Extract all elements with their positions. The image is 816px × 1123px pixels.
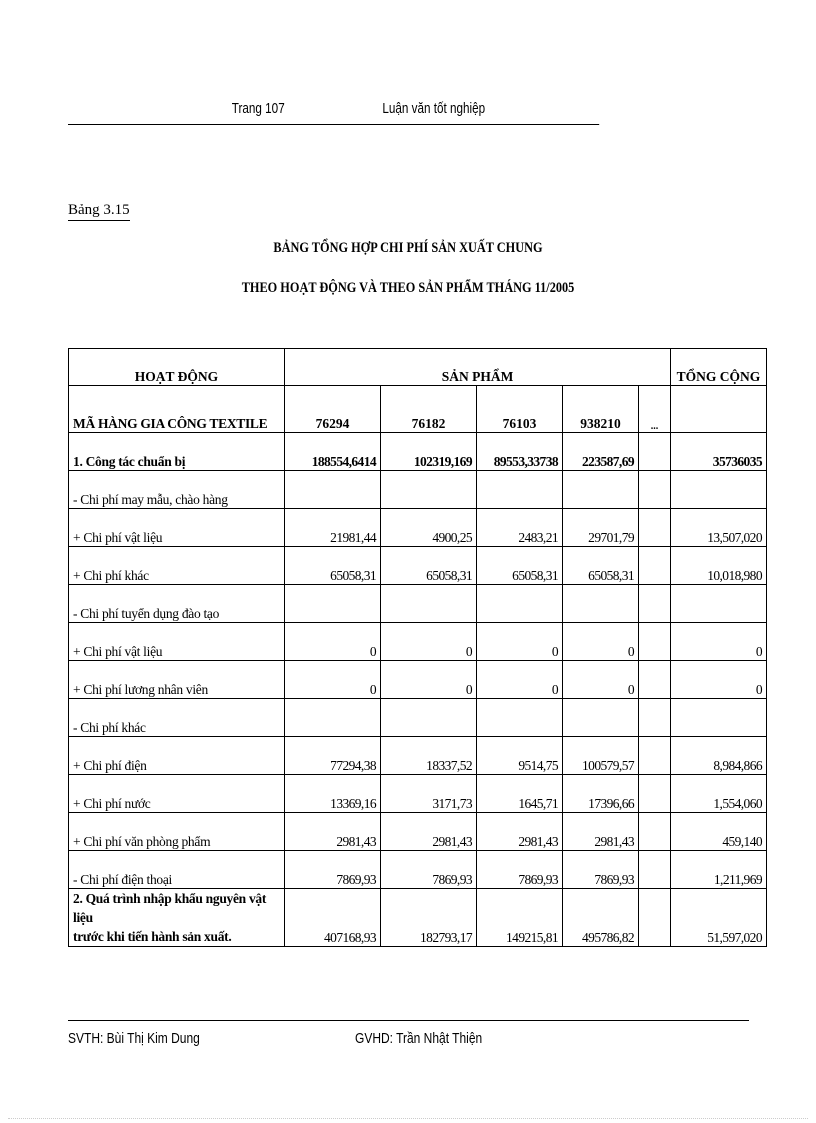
total-cell: 8,984,866	[671, 737, 767, 775]
value-cell	[563, 471, 639, 509]
product-code: 938210	[563, 386, 639, 433]
value-cell	[381, 471, 477, 509]
value-cell: 2981,43	[477, 813, 563, 851]
value-cell	[285, 699, 381, 737]
page-number: Trang 107	[231, 100, 285, 117]
value-cell: 0	[563, 661, 639, 699]
value-cell	[639, 623, 671, 661]
value-cell: 2981,43	[563, 813, 639, 851]
value-cell: 0	[563, 623, 639, 661]
value-cell: 0	[285, 623, 381, 661]
value-cell: 29701,79	[563, 509, 639, 547]
activity-label: - Chi phí khác	[69, 699, 285, 737]
value-cell: 102319,169	[381, 433, 477, 471]
total-cell: 10,018,980	[671, 547, 767, 585]
total-cell: 0	[671, 623, 767, 661]
total-cell	[671, 699, 767, 737]
activity-label: + Chi phí điện	[69, 737, 285, 775]
col-activity-header: HOẠT ĐỘNG	[69, 349, 285, 386]
table-row	[69, 813, 767, 851]
product-code: 76294	[285, 386, 381, 433]
activity-label: + Chi phí vật liệu	[69, 509, 285, 547]
value-cell	[639, 509, 671, 547]
total-cell: 51,597,020	[671, 889, 767, 947]
total-cell	[671, 471, 767, 509]
value-cell: 495786,82	[563, 889, 639, 947]
product-code-row	[69, 386, 767, 433]
activity-label: + Chi phí lương nhân viên	[69, 661, 285, 699]
value-cell: 3171,73	[381, 775, 477, 813]
table-row	[69, 851, 767, 889]
table-label: Bảng 3.15	[68, 202, 130, 221]
value-cell: 0	[285, 661, 381, 699]
value-cell	[639, 737, 671, 775]
product-code-label: MÃ HÀNG GIA CÔNG TEXTILE	[69, 386, 285, 433]
value-cell: 7869,93	[285, 851, 381, 889]
value-cell: 17396,66	[563, 775, 639, 813]
cost-summary-table	[68, 348, 767, 947]
value-cell: 77294,38	[285, 737, 381, 775]
product-code-ellipsis: ...	[639, 386, 671, 433]
table-row	[69, 889, 767, 947]
value-cell: 7869,93	[477, 851, 563, 889]
value-cell	[639, 889, 671, 947]
table-row	[69, 433, 767, 471]
value-cell: 18337,52	[381, 737, 477, 775]
table-row	[69, 471, 767, 509]
value-cell: 0	[381, 661, 477, 699]
value-cell	[639, 699, 671, 737]
value-cell	[381, 585, 477, 623]
value-cell: 1645,71	[477, 775, 563, 813]
value-cell: 2981,43	[285, 813, 381, 851]
total-cell	[671, 386, 767, 433]
value-cell: 4900,25	[381, 509, 477, 547]
value-cell	[639, 661, 671, 699]
activity-label	[69, 889, 285, 947]
value-cell: 0	[477, 661, 563, 699]
activity-label: - Chi phí tuyển dụng đào tạo	[69, 585, 285, 623]
total-cell: 13,507,020	[671, 509, 767, 547]
total-cell	[671, 585, 767, 623]
value-cell	[477, 471, 563, 509]
table-row	[69, 547, 767, 585]
thesis-label: Luận văn tốt nghiệp	[382, 100, 486, 117]
total-cell: 35736035	[671, 433, 767, 471]
value-cell: 7869,93	[381, 851, 477, 889]
value-cell	[477, 585, 563, 623]
table-row	[69, 585, 767, 623]
advisor-name: GVHD: Trần Nhật Thiện	[355, 1030, 483, 1047]
student-name: SVTH: Bùi Thị Kim Dung	[68, 1030, 200, 1047]
activity-label: + Chi phí nước	[69, 775, 285, 813]
value-cell: 13369,16	[285, 775, 381, 813]
table-title: BẢNG TỔNG HỢP CHI PHÍ SẢN XUẤT CHUNG	[273, 240, 543, 256]
value-cell	[639, 585, 671, 623]
value-cell	[639, 471, 671, 509]
value-cell: 65058,31	[381, 547, 477, 585]
value-cell: 89553,33738	[477, 433, 563, 471]
value-cell: 2483,21	[477, 509, 563, 547]
value-cell	[563, 699, 639, 737]
value-cell: 182793,17	[381, 889, 477, 947]
table-row	[69, 661, 767, 699]
value-cell	[477, 699, 563, 737]
activity-label: 1. Công tác chuẩn bị	[69, 433, 285, 471]
value-cell	[639, 813, 671, 851]
product-code: 76182	[381, 386, 477, 433]
total-cell: 0	[671, 661, 767, 699]
table-row	[69, 699, 767, 737]
value-cell: 407168,93	[285, 889, 381, 947]
value-cell: 65058,31	[285, 547, 381, 585]
value-cell: 7869,93	[563, 851, 639, 889]
table-row	[69, 623, 767, 661]
activity-label: + Chi phí khác	[69, 547, 285, 585]
activity-label: + Chi phí văn phòng phẩm	[69, 813, 285, 851]
value-cell: 9514,75	[477, 737, 563, 775]
table-row	[69, 737, 767, 775]
value-cell: 21981,44	[285, 509, 381, 547]
activity-label: + Chi phí vật liệu	[69, 623, 285, 661]
value-cell: 0	[381, 623, 477, 661]
product-code: 76103	[477, 386, 563, 433]
activity-label: - Chi phí điện thoại	[69, 851, 285, 889]
activity-label-line: trước khi tiến hành sản xuất.	[73, 929, 232, 944]
value-cell: 65058,31	[477, 547, 563, 585]
total-cell: 459,140	[671, 813, 767, 851]
activity-label: - Chi phí may mẫu, chào hàng	[69, 471, 285, 509]
value-cell: 65058,31	[563, 547, 639, 585]
page-edge-divider	[8, 1118, 808, 1119]
value-cell	[563, 585, 639, 623]
value-cell	[639, 433, 671, 471]
value-cell: 100579,57	[563, 737, 639, 775]
header-row	[69, 349, 767, 386]
value-cell	[285, 585, 381, 623]
value-cell	[381, 699, 477, 737]
table-row	[69, 775, 767, 813]
value-cell: 0	[477, 623, 563, 661]
page-header	[68, 96, 599, 125]
value-cell	[285, 471, 381, 509]
value-cell	[639, 547, 671, 585]
value-cell	[639, 775, 671, 813]
table-row	[69, 509, 767, 547]
value-cell: 188554,6414	[285, 433, 381, 471]
footer-rule	[68, 1020, 749, 1021]
value-cell: 149215,81	[477, 889, 563, 947]
col-total-header: TỔNG CỘNG	[671, 349, 767, 386]
value-cell: 223587,69	[563, 433, 639, 471]
activity-label-line: 2. Quá trình nhập khẩu nguyên vật liệu	[73, 891, 267, 925]
table-subtitle: THEO HOẠT ĐỘNG VÀ THEO SẢN PHẨM THÁNG 11/2005	[241, 280, 575, 296]
total-cell: 1,211,969	[671, 851, 767, 889]
col-products-header: SẢN PHẨM	[285, 349, 671, 386]
value-cell	[639, 851, 671, 889]
value-cell: 2981,43	[381, 813, 477, 851]
total-cell: 1,554,060	[671, 775, 767, 813]
